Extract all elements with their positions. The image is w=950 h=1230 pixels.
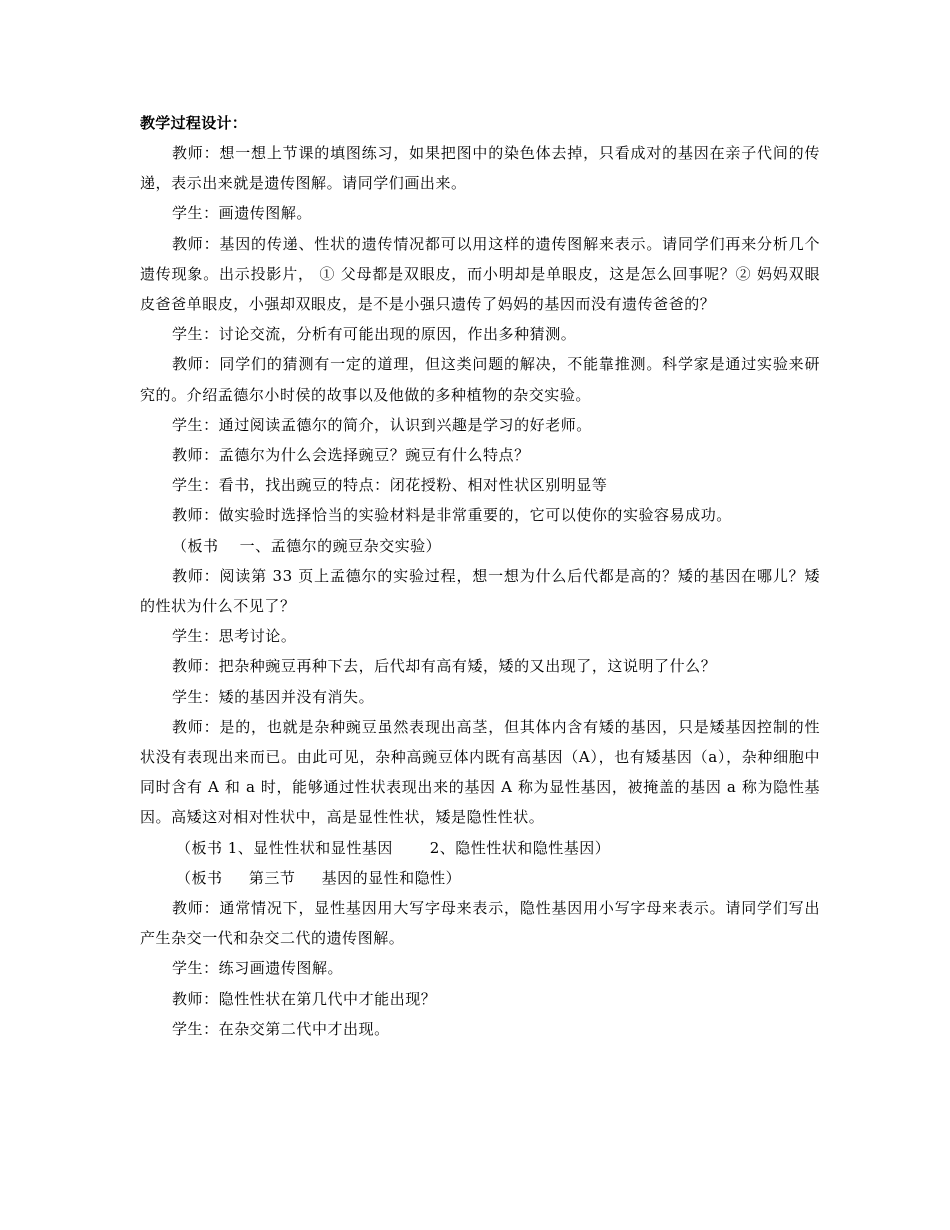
paragraph-teacher-8: 教师：是的，也就是杂种豌豆虽然表现出高茎，但其体内含有矮的基因，只是矮基因控制的性状没有表现出来而已。由此可见，杂种高豌豆体内既有高基因（A），也有矮基因（a），杂种细胞中同时含有 A 和 a 时，能够通过性状表现出来的基因 A 称为显性基因，被掩盖的基因 a 称为隐性基因。高矮这对相对性状中，高是显性性状，矮是隐性性状。	[140, 717, 820, 827]
paragraph-teacher-3: 教师：同学们的猜测有一定的道理，但这类问题的解决，不能靠推测。科学家是通过实验来研究的。介绍孟德尔小时侯的故事以及他做的多种植物的杂交实验。	[140, 355, 820, 404]
paragraph-student-6: 学生：矮的基因并没有消失。	[172, 687, 375, 706]
paragraph-student-1: 学生：画遗传图解。	[172, 204, 312, 223]
paragraph-teacher-5: 教师：做实验时选择恰当的实验材料是非常重要的，它可以使你的实验容易成功。	[172, 506, 732, 525]
section-heading: 教学过程设计：	[140, 114, 248, 132]
paragraph-teacher-4: 教师：孟德尔为什么会选择豌豆？豌豆有什么特点？	[172, 446, 530, 465]
blackboard-note-3: （板书 第三节 基因的显性和隐性）	[176, 868, 462, 887]
paragraph-student-7: 学生：练习画遗传图解。	[172, 959, 344, 978]
paragraph-teacher-9: 教师：通常情况下，显性基因用大写字母来表示，隐性基因用小写字母来表示。请同学们写出产生杂交一代和杂交二代的遗传图解。	[140, 899, 820, 948]
paragraph-teacher-6: 教师：阅读第 33 页上孟德尔的实验过程，想一想为什么后代都是高的？矮的基因在哪儿？矮的性状为什么不见了？	[140, 566, 820, 616]
blackboard-note-2: （板书 1、显性性状和显性基因 2、隐性性状和隐性基因）	[176, 838, 611, 857]
paragraph-student-2: 学生：讨论交流，分析有可能出现的原因，作出多种猜测。	[172, 325, 577, 344]
paragraph-student-3: 学生：通过阅读孟德尔的简介，认识到兴趣是学习的好老师。	[172, 415, 592, 434]
paragraph-student-8: 学生：在杂交第二代中才出现。	[172, 1019, 390, 1038]
paragraph-student-4: 学生：看书，找出豌豆的特点：闭花授粉、相对性状区别明显等	[172, 476, 608, 495]
blackboard-note-1: （板书 一、孟德尔的豌豆杂交实验）	[172, 536, 442, 555]
document-page	[140, 112, 820, 1044]
paragraph-student-5: 学生：思考讨论。	[172, 627, 297, 646]
paragraph-teacher-7: 教师：把杂种豌豆再种下去，后代却有高有矮，矮的又出现了，这说明了什么？	[172, 657, 717, 676]
paragraph-teacher-10: 教师：隐性性状在第几代中才能出现？	[172, 989, 437, 1008]
paragraph-teacher-2: 教师：基因的传递、性状的遗传情况都可以用这样的遗传图解来表示。请同学们再来分析几个遗传现象。出示投影片， ① 父母都是双眼皮，而小明却是单眼皮，这是怎么回事呢？② 妈妈双眼皮爸爸单眼皮，小强却双眼皮，是不是小强只遗传了妈妈的基因而没有遗传爸爸的？	[140, 234, 820, 314]
paragraph-teacher-1: 教师：想一想上节课的填图练习，如果把图中的染色体去掉，只看成对的基因在亲子代间的传递，表示出来就是遗传图解。请同学们画出来。	[140, 144, 820, 193]
